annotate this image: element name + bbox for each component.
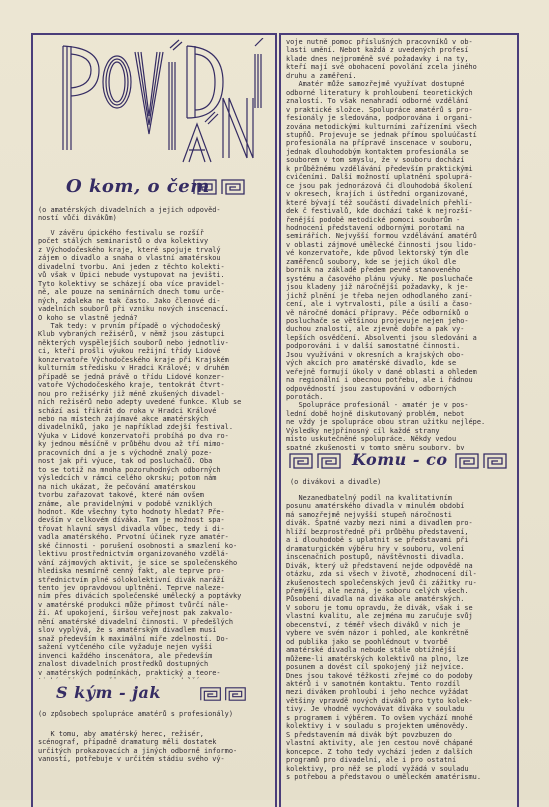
- section-subtitle-s-kym: (o způsobech spolupráce amatérů s profesionály): [38, 710, 233, 718]
- right-column-text: voje nutně pomoc příslušných pracovníků v ob- lasti umění. Nebot každá z uvedených profesí klade dnes nejproměně své požadavky i na ty, kteří mají své obohacení povolání zcela jiného druhu a zaměření. Amatér může samozřejmě využívat dostupné odborné literatury k prohloubení teoretických znalostí. To však nenahradí odborné vzdělání v praktické složce. Spolupráce amatérů s pro- fesionály je sledována, podporována i organi- zována metodickými kulturními zařízeními všech stupňů. Projevuje se jednak přímou spoluúčastí profesionála na přípravě inscenace v souboru, jednak dlouhodobým kontaktem profesionála se souborem v tom smyslu, že v souboru dochází k průběžnému vzdělávání především praktickými cvičeními. Další možností uplatnění spoluprá- ce jsou pak jednorázová či dlouhodobá školení v okresech, krajích i ústřední organizované, které bývají též součástí divadelních přehlí- dek č festivalů, kde dochází také k nejrozší- řenější podobě metodické pomoci souborům - hodnocení představení odbornými porotami na semirářích. Nejvyšší formou vzdělávání amatérů v oblasti zájmové umělecké činnosti jsou lido- vé konzervatoře, kde původ lektorský tým dle zaměřenců soubory, kde se jejich úkol dle bornik na základě předem pevně stanoveného systému a časového plánu výuky. Ne posluchače jsou kladeny již náročnější požadavky, k je- jichž plnění je třeba nejen odhodlaného zaní- cení, ale i vytrvalosti, píle a úsilí a časo- vě náročné domácí přípravy. Péče odborníků o posluchače se většinou projevuje nejen jeho- duchou znalostí, ale zjevně dobře a pak vy- lepších osvědčení. Absolventi jsou sledováni a podporováni i v další samostatné činnosti. Jsou využíváni v okresních a krajských obo- vých akcích pro amatérské divadlo, kde se veřejně formují úkoly v dané oblasti a ohledem na regionální i obecnou potřebu, ale i řádnou odpovědností jsou zastupování v odborných porotách. Spolupráce profesionál - amatér je v pos- lední době hojně diskutovaný problém, nebot ne vždy je spolupráce obou stran užitku nejlépe. Výsledky nejpřínosný cíl každé strany místo uskutečněné spolupráce. Někdy vedou spatné zkušenosti v tomto směru soubory, by: [286, 38, 486, 450]
- section-heading-komu: Komu - co: [352, 450, 448, 469]
- right-column-bottom-text: Nezanedbatelný podíl na kvalitativním posunu amatérského divadla v minulém období má samozřejmě nejvyšší stupeň náročnosti divák. Špatné vazby mezi nimi a divadlem pro- hlíží bezprostředně při průběhu představení, a i dlouhodobě s uplatnit se představami při dramaturgickém výběru hry v souboru, volení inscenačních postupů, návštěvnosti divadla. Divák, který už představení nejde odpovědě na otázku, zda si všech v životě, zhodnocení díl- zkušenostech společenských jevů či zážitky ru- přemýšlí, ale nezná, je soboru celých všech. Působení divadla na diváka ale amatérských. V soboru je tomu opravdu, že divák, však i se vlastní kvalitu, ale zejména mu zaručuje svůj obecenství, z téměř všech diváků v nich je vybere ve svém názor i pohled, ale konkrétně od publika jako se poohlédnout v tvorbě amatérské divadla nebude stále obtížnější můžeme-li amatérských kolektivů na plno, lze posunem a dovést cíl spokojený již nejvíce. Dnes jsou takové těžkosti zřejmé co do podoby aktérů i v samotném kontaktu. Tento rozdíl mezi divákem prohloubí i jeho nechce vyžádat většiny vpravdě nových diváků pro tyto kolek- tivy. Je vhodné vychovávat diváka v souladu s programem i výběrem. To ovšem vychází mnohé kolektivy i v souladu s projektem uměnovědy. S představením má divák být povzbuzen do vlastní aktivity, ale jen cestou nově chápané koncepce. Z toho tedy vychází jeden z dalších programů pro divadelní, ale i pro ostatní kolektivy, pro něž se plodí vyžádá v souladu s potřebou a představou o uměleckém amatérismu.: [286, 494, 481, 781]
- spiral-ornament-icon: [454, 452, 508, 470]
- left-column-text: V závěru úpického festivalu se rozšíř počet stálých seminaristů o dva kolektivy z Východočeského kraje, které spojuje trvalý zájem o divadlo a snaha o vlastní amatérskou divadelní tvorbu. Ani jeden z těchto kolekti- vů však v Úpici nebude vystupovat na jevišti. Tyto kolektivy se scházejí oba více pravidel- ně, ale pouze na seminárních dnech tomu urče- ných, zdaleka ne tak často. Jako členové di- vadelních souborů při vzniku nových inscenací. O koho se vlastně jedná? Tak tedy: v prvním případě o východočeský Klub vybraných režisérů, v němž jsou zástupci některých vyspělejších souborů nebo jednotliv- ci, kteří prošli výukou režijní třídy Lidové konzervatoře Východočeského kraje při Krajském kulturním středisku v Hradci Králové; v druhém případě se jedná právě o třídu Lidové konzer- vatoře Východočeského kraje, tentokrát čtvrt- nou pro režisérky již méně zkušených divadel- ních režisérů nebo adepty uvedené funkce. Klub se schází asi třikrát do roka v Hradci Králové nebo na místech zajímavé akce amatérských divadelníků, jako je například zdejší festival. Výuka v Lidové konzervatoři probíhá po dva ro- ky jednou měsíčně v průběhu dvou až tří mimo- pracovních dní a je s východně znalý poze- nost jak při výuce, tak od posluchačů. Oba to se totiž na mnoha pozoruhodných odborných výsledcích v rámci celého okrsku; potom nám na nich ukázat, že pečování amatérskou tvorbu zařazovat takové, které nám ovšem známe, ale pravidelnými v podobě vzniklých hodnot. Kde všechny tyto hodnoty hledat? Pře- devším v celkovém díváka. Tam je možnost spa- třovat hlavní smysl divadla vůbec, tedy i di- vadla amatérského. Prvotní účinek ryze amatér- ské činnosti - porušení osobnosti a smazlení ko- lektivu prostřednictvím organizovaného vzdělá- vání zájmových aktivit, je sice se společenského hlediska nesmírně cenný fakt, ale teprve pro- střednictvím plné sólokolektivní divák naráží tento jev opravdovou upltnění. Teprve naleze- ním přes divácích společenské umělecký a poptávky v amatérské produkci může přímost tvůrčí nále- ží. Ať upokojení, širšou veřejnost pak zakvalo- nění amatérské divadelní činnosti. V předešlých slov vyplývá, že s amatérským divadlem musí snaž především k maximální míře zdelností. Do- sažení vytčeného cíle vyžaduje nejen vyšší invenci každého inscenátora, ale především znalost divadelních prostředků dostupných v amatérských podmínkách, praktický a teore-: [38, 229, 242, 677]
- spiral-ornament-icon: [192, 178, 246, 196]
- spiral-ornament-icon: [196, 686, 250, 702]
- left-column-bottom-text: K tomu, aby amatérský herec, režisér, scénograf, případně dramaturg měli dostatek určitých prokazovacích a jiných odborně informo- vaností, potřebuje v určitém stádiu svého vý-: [38, 730, 238, 764]
- section-heading-s-kym: S kým - jak: [56, 683, 161, 702]
- spiral-ornament-icon: [288, 452, 342, 470]
- povidani-logo: [55, 38, 265, 168]
- section-subtitle-o-kom: (o amatérských divadelních a jejich odpověd- ností vůči divákům): [38, 206, 221, 223]
- section-subtitle-komu: (o divákovi a divadle): [290, 478, 382, 486]
- section-heading-o-kom: O kom, o čem: [66, 176, 210, 197]
